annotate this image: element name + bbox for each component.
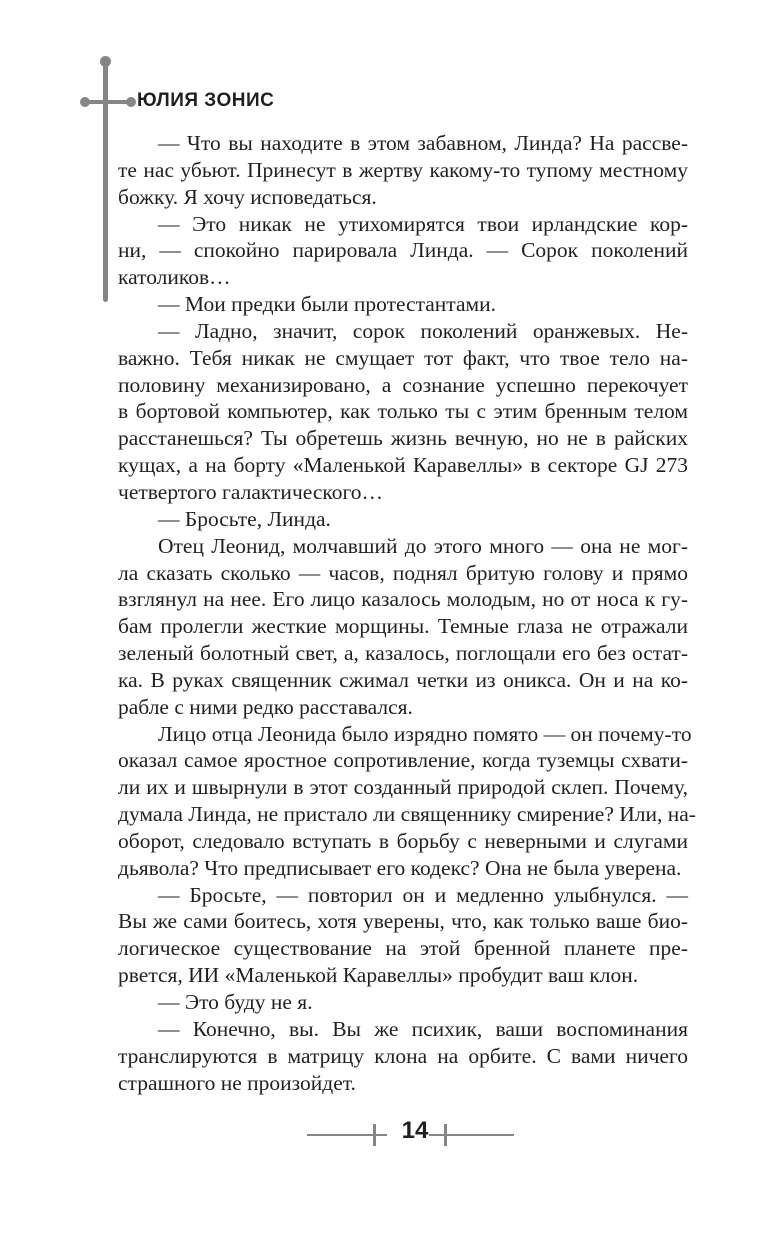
text-line: ла сказать сколько — часов, поднял бритую голову и прямо (118, 560, 688, 585)
text-line: в бортовой компьютер, как только ты с этим бренным телом (118, 399, 688, 424)
text-line: рвется, ИИ «Маленькой Каравеллы» пробудит ваш клон. (118, 963, 639, 988)
text-line: ни, — спокойно парировала Линда. — Сорок поколений (118, 238, 688, 263)
text-line: божку. Я хочу исповедаться. (118, 184, 377, 209)
text-line: важно. Тебя никак не смущает тот факт, что твое тело на- (118, 345, 688, 370)
text-line: бам пролегли жесткие морщины. Темные глаза не отражали (118, 614, 688, 639)
text-line: логическое существование на этой бренной планете пре- (118, 936, 688, 961)
text-line: — Это никак не утихомирятся твои ирландские кор- (158, 211, 688, 236)
footer-right-cross (444, 1124, 447, 1146)
text-line: Отец Леонид, молчавший до этого много — она не мог- (158, 533, 688, 558)
text-line: половину механизировано, а сознание успешно перекочует (118, 372, 688, 397)
footer-right-rule (429, 1134, 514, 1136)
text-line: транслируются в матрицу клона на орбите. С вами ничего (118, 1043, 688, 1068)
running-header-author: ЮЛИЯ ЗОНИС (137, 90, 275, 111)
ornament-left-dot (80, 97, 90, 107)
text-line: оказал самое яростное сопротивление, когда туземцы схвати- (118, 748, 688, 773)
ornament-vertical-line (103, 62, 108, 302)
text-line: четвертого галактического… (118, 479, 384, 504)
text-line: — Что вы находите в этом забавном, Линда? На рассве- (158, 131, 688, 155)
body-text (118, 130, 696, 1096)
ornament-right-dot (126, 97, 136, 107)
text-line: оборот, следовало вступать в борьбу с неверными и слугами (118, 828, 688, 853)
text-line: — Ладно, значит, сорок поколений оранжевых. Не- (158, 318, 688, 343)
page-number: 14 (401, 1117, 429, 1144)
text-line: рабле с ними редко расставался. (118, 694, 413, 719)
text-line: — Бросьте, — повторил он и медленно улыбнулся. — (158, 882, 688, 907)
text-line: католиков… (118, 265, 231, 290)
text-line: взглянул на нее. Его лицо казалось молодым, но от носа к гу- (118, 587, 688, 612)
text-line: страшного не произойдет. (118, 1070, 356, 1095)
ornament-crossbar (84, 100, 132, 104)
text-line: дьявола? Что предписывает его кодекс? Она не была уверена. (118, 855, 682, 880)
text-line: Вы же сами боитесь, хотя уверены, что, как только ваше био- (118, 909, 688, 934)
footer-ornament (0, 1120, 768, 1150)
text-line: думала Линда, не пристало ли священнику смирение? Или, на- (118, 802, 696, 827)
text-line: кущах, а на борту «Маленькой Каравеллы» в секторе GJ 273 (118, 453, 688, 478)
text-line: Лицо отца Леонида было изрядно помято — он почему-то (158, 721, 692, 746)
text-line: ка. В руках священник сжимал четки из оникса. Он и на ко- (118, 667, 688, 692)
text-line: — Бросьте, Линда. (158, 506, 331, 531)
text-line: расстанешься? Ты обретешь жизнь вечную, но не в райских (118, 426, 688, 451)
footer-left-cross (373, 1124, 376, 1146)
text-line: — Мои предки были протестантами. (158, 292, 496, 317)
ornament-top-dot (100, 56, 111, 67)
text-line: — Конечно, вы. Вы же психик, ваши воспоминания (158, 1016, 688, 1041)
text-line: зеленый болотный свет, а, казалось, поглощали его без остат- (118, 641, 688, 666)
text-line: те нас убьют. Принесут в жертву какому-то тупому местному (118, 157, 688, 182)
text-line: ли их и швырнули в этот созданный природой склеп. Почему, (118, 775, 688, 800)
text-line: — Это буду не я. (158, 990, 313, 1014)
